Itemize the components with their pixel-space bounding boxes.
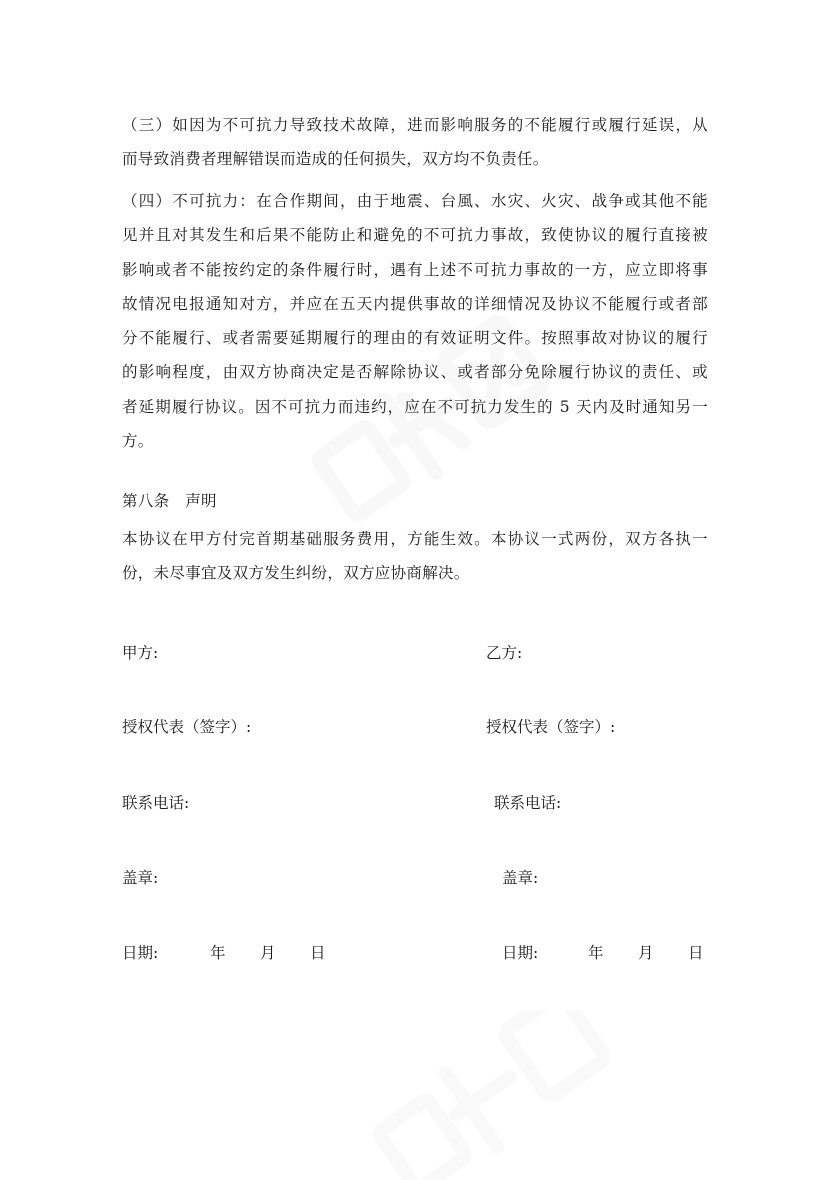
- party-b-date-label: 日期:: [502, 944, 539, 962]
- clause-4-line: 影响或者不能按约定的条件履行时，遇有上述不可抗力事故的一方，应立即将事: [122, 260, 708, 279]
- party-a-year: 年: [210, 944, 226, 962]
- party-b-seal-label: 盖章:: [502, 869, 539, 887]
- article-8-line: 本协议在甲方付完首期基础服务费用，方能生效。本协议一式两份，双方各执一: [122, 530, 708, 548]
- watermark-logo-bottom: [360, 1010, 660, 1180]
- party-a-phone-label: 联系电话:: [122, 794, 190, 812]
- party-a-month: 月: [260, 944, 276, 962]
- party-a-date: [122, 942, 326, 964]
- clause-4-line: 者延期履行协议。因不可抗力而违约，应在不可抗力发生的 5 天内及时通知另一: [122, 397, 708, 416]
- party-b-label: 乙方:: [486, 644, 523, 662]
- party-b-day: 日: [688, 944, 704, 962]
- party-b-date: [502, 942, 704, 964]
- article-8-paragraph: [122, 522, 708, 591]
- article-8-heading: [122, 484, 708, 518]
- clause-4-line: 方。: [122, 432, 154, 451]
- clause-4-line: 分不能履行、或者需要延期履行的理由的有效证明文件。按照事故对协议的履行: [122, 329, 708, 348]
- party-b-year: 年: [588, 944, 604, 962]
- party-b-month: 月: [638, 944, 654, 962]
- article-8-heading-text: 第八条 声明: [122, 492, 217, 510]
- clause-4-line: 的影响程度，由双方协商决定是否解除协议、或者部分免除履行协议的责任、或: [122, 363, 708, 382]
- party-b-phone-label: 联系电话:: [494, 794, 562, 812]
- party-a-rep-label: 授权代表（签字）:: [122, 718, 252, 736]
- clause-4-line: （四）不可抗力：在合作期间，由于地震、台風、水灾、火灾、战争或其他不能: [122, 192, 708, 210]
- clause-4-paragraph: [122, 184, 708, 458]
- party-a-day: 日: [310, 944, 326, 962]
- clause-4-line: 见并且对其发生和后果不能防止和避免的不可抗力事故，致使协议的履行直接被: [122, 226, 708, 245]
- clause-3-line: （三）如因为不可抗力导致技术故障，进而影响服务的不能履行或履行延误，从: [122, 116, 708, 134]
- clause-3-line: 而导致消费者理解错误而造成的任何损失，双方均不负责任。: [122, 150, 549, 169]
- party-a-date-label: 日期:: [122, 944, 159, 962]
- clause-4-line: 故情况电报通知对方，并应在五天内提供事故的详细情况及协议不能履行或者部: [122, 294, 708, 313]
- party-a-label: 甲方:: [122, 644, 159, 662]
- article-8-line: 份，未尽事宜及双方发生纠纷，双方应协商解决。: [122, 564, 470, 583]
- party-a-seal-label: 盖章:: [122, 869, 159, 887]
- clause-3-paragraph: [122, 108, 708, 177]
- party-b-rep-label: 授权代表（签字）:: [486, 718, 616, 736]
